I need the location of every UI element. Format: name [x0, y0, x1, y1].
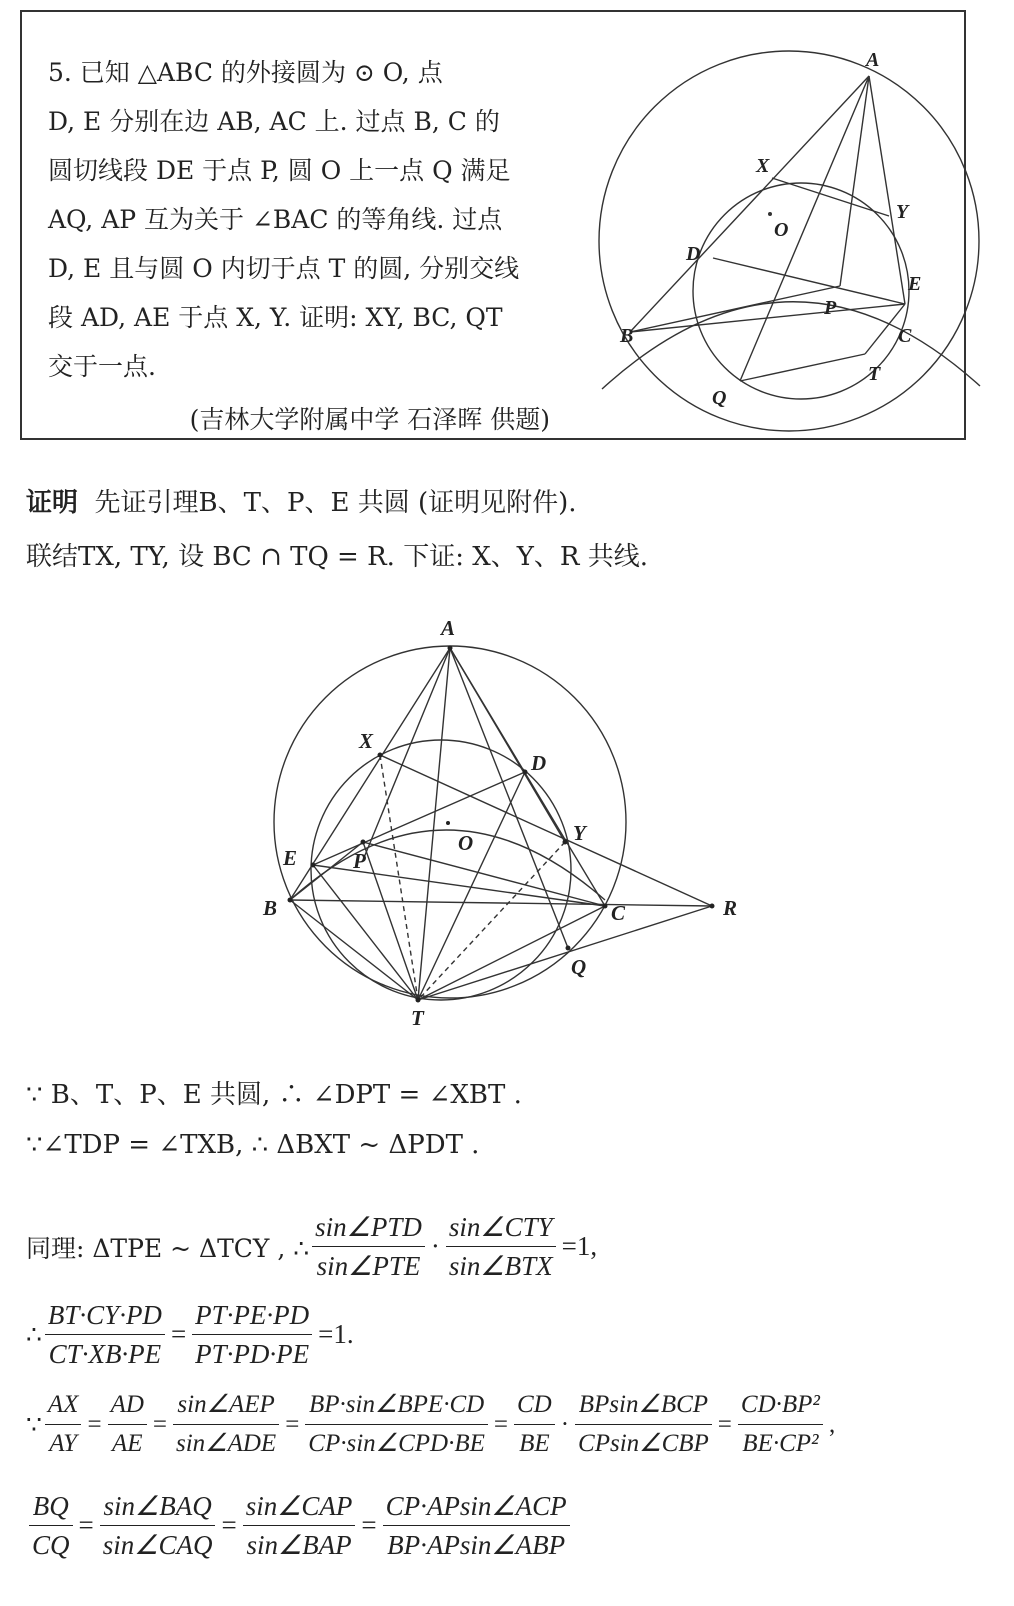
denominator: sin∠ADE	[176, 1430, 277, 1457]
numerator: PT·PE·PD	[192, 1296, 312, 1335]
numerator: CD	[514, 1386, 555, 1425]
label-a: A	[866, 49, 880, 71]
label-d: D	[686, 243, 701, 265]
denominator: sin∠BTX	[448, 1251, 553, 1281]
numerator: BPsin∠BCP	[575, 1386, 712, 1425]
numerator: CD·BP²	[738, 1386, 823, 1425]
fraction	[312, 1208, 425, 1285]
label-b: B	[263, 896, 278, 920]
numerator: AD	[108, 1386, 147, 1425]
label-c: C	[898, 325, 912, 347]
numerator: BP·sin∠BPE·CD	[305, 1386, 488, 1425]
equation-line-6: ∴ $\frac{BT\cdot CY\cdot PD}{CT\cdot XB\cdot PE}$ = $\frac{PT\cdot PE\cdot PD}{PT\cdot PD\cdot PE}$ =1.	[26, 1296, 357, 1373]
label-e: E	[908, 273, 922, 295]
proof-line-3: ∵ B、T、P、E 共圆, ∴ ∠DPT = ∠XBT .	[26, 1080, 522, 1110]
label-d: D	[531, 751, 547, 775]
numerator: sin∠BAQ	[100, 1487, 216, 1526]
label-p: P	[353, 849, 366, 873]
eq7-prefix: ∵	[26, 1410, 42, 1439]
numerator: CP·APsin∠ACP	[383, 1487, 570, 1526]
problem-line: 5. 已知 △ABC 的外接圆为 ⊙ O, 点	[48, 58, 443, 87]
side-ac	[869, 76, 905, 304]
label-r: R	[723, 896, 738, 920]
fraction	[45, 1386, 82, 1463]
segment-aq	[740, 76, 869, 381]
equation-line-5: 同理: ΔTPE ~ ΔTCY , ∴ $\frac{\text{sin∠PTD}}{\text{sin∠PTE}}$ · $\frac{\text{sin∠CTY}}{\text{sin∠BTX}}$ =1,	[26, 1208, 600, 1285]
eq6-prefix: ∴	[26, 1320, 42, 1349]
label-y: Y	[573, 821, 586, 845]
label-y: Y	[896, 201, 909, 223]
eq6-suffix: =1.	[318, 1319, 354, 1349]
segment-xy	[772, 178, 889, 216]
label-o: O	[774, 219, 789, 241]
denominator: AE	[111, 1430, 143, 1457]
figure-2	[255, 610, 755, 1030]
eq5-prefix: 同理: ΔTPE ~ ΔTCY , ∴	[26, 1233, 310, 1263]
fraction	[29, 1487, 73, 1564]
denominator: BE·CP²	[742, 1430, 819, 1457]
problem-line: 交于一点.	[48, 352, 156, 381]
fraction	[243, 1487, 356, 1564]
fraction	[575, 1386, 712, 1463]
proof-line-4: ∵∠TDP = ∠TXB, ∴ ΔBXT ~ ΔPDT .	[26, 1130, 480, 1160]
label-a: A	[441, 616, 456, 640]
fraction	[192, 1296, 312, 1373]
problem-line: D, E 分别在边 AB, AC 上. 过点 B, C 的	[48, 107, 500, 136]
fraction	[738, 1386, 823, 1463]
eq5-suffix: =1,	[561, 1231, 598, 1261]
fraction	[446, 1208, 556, 1285]
fraction	[45, 1296, 165, 1373]
segment-de	[713, 258, 905, 304]
fraction	[514, 1386, 555, 1463]
eq7-suffix: ,	[828, 1410, 836, 1438]
segment-qt	[740, 354, 865, 381]
denominator: sin∠PTE	[316, 1251, 421, 1281]
label-t: T	[411, 1006, 424, 1030]
numerator: sin∠CAP	[243, 1487, 356, 1526]
fraction	[173, 1386, 279, 1463]
label-q: Q	[712, 387, 727, 409]
problem-line: 圆切线段 DE 于点 P, 圆 O 上一点 Q 满足	[48, 156, 511, 185]
segment-bp	[630, 286, 840, 332]
proof-heading: 证明	[26, 488, 79, 518]
label-e: E	[283, 846, 298, 870]
denominator: CPsin∠CBP	[578, 1430, 709, 1457]
denominator: PT·PD·PE	[195, 1339, 310, 1369]
proof-text-1: 先证引理B、T、P、E 共圆 (证明见附件).	[94, 488, 577, 518]
numerator: BT·CY·PD	[45, 1296, 165, 1335]
denominator: BP·APsin∠ABP	[387, 1530, 566, 1560]
fraction	[100, 1487, 216, 1564]
equation-line-7: ∵ $\frac{AX}{AY}$ = $\frac{AD}{AE}$ = $\frac{\text{sin∠AEP}}{\text{sin∠ADE}}$ = $\frac{\text{BP·sin∠BPE·CD}}{\text{CP·sin∠CPD·BE}}$ = $\frac{CD}{BE}$ · $\frac{\text{BPsin∠BCP}}{\text{CPsin∠CBP}}$ = $\frac{\text{CD·BP²}}{\text{BE·CP²}}$ ,	[26, 1386, 838, 1463]
denominator: sin∠CAQ	[102, 1530, 213, 1560]
problem-line: AQ, AP 互为关于 ∠BAC 的等角线. 过点	[48, 205, 503, 234]
label-b: B	[620, 325, 634, 347]
problem-line: D, E 且与圆 O 内切于点 T 的圆, 分别交线	[48, 254, 520, 283]
numerator: sin∠CTY	[446, 1208, 556, 1247]
label-c: C	[611, 901, 626, 925]
equation-line-8: $\frac{BQ}{CQ}$ = $\frac{\text{sin∠BAQ}}{\text{sin∠CAQ}}$ = $\frac{\text{sin∠CAP}}{\text{sin∠BAP}}$ = $\frac{\text{CP·APsin∠ACP}}{\text{BP·APsin∠ABP}}$	[26, 1487, 573, 1564]
problem-text	[48, 48, 568, 444]
problem-credit: (吉林大学附属中学 石泽晖 供题)	[189, 405, 550, 434]
label-x: X	[756, 155, 770, 177]
proof-line-2: 联结TX, TY, 设 BC ∩ TQ = R. 下证: X、Y、R 共线.	[26, 542, 649, 572]
numerator: sin∠AEP	[173, 1386, 279, 1425]
segment-ap	[840, 76, 869, 286]
circumcircle-o	[599, 51, 979, 431]
label-q: Q	[571, 955, 587, 979]
numerator: BQ	[29, 1487, 73, 1526]
side-ab	[630, 76, 869, 332]
fraction	[108, 1386, 147, 1463]
label-o: O	[458, 831, 474, 855]
label-t: T	[868, 363, 881, 385]
denominator: AY	[49, 1430, 78, 1457]
fraction	[383, 1487, 570, 1564]
figure-1	[582, 36, 982, 436]
fraction	[305, 1386, 488, 1463]
denominator: CP·sin∠CPD·BE	[308, 1430, 485, 1457]
numerator: sin∠PTD	[312, 1208, 425, 1247]
side-bc	[630, 304, 905, 332]
denominator: CQ	[32, 1530, 70, 1560]
label-p: P	[824, 297, 837, 319]
denominator: CT·XB·PE	[48, 1339, 162, 1369]
problem-line: 段 AD, AE 于点 X, Y. 证明: XY, BC, QT	[48, 303, 503, 332]
denominator: sin∠BAP	[246, 1530, 352, 1560]
problem-box	[20, 10, 966, 440]
numerator: AX	[45, 1386, 82, 1425]
label-x: X	[359, 729, 374, 753]
proof-line-1	[26, 482, 577, 519]
denominator: BE	[519, 1430, 550, 1457]
